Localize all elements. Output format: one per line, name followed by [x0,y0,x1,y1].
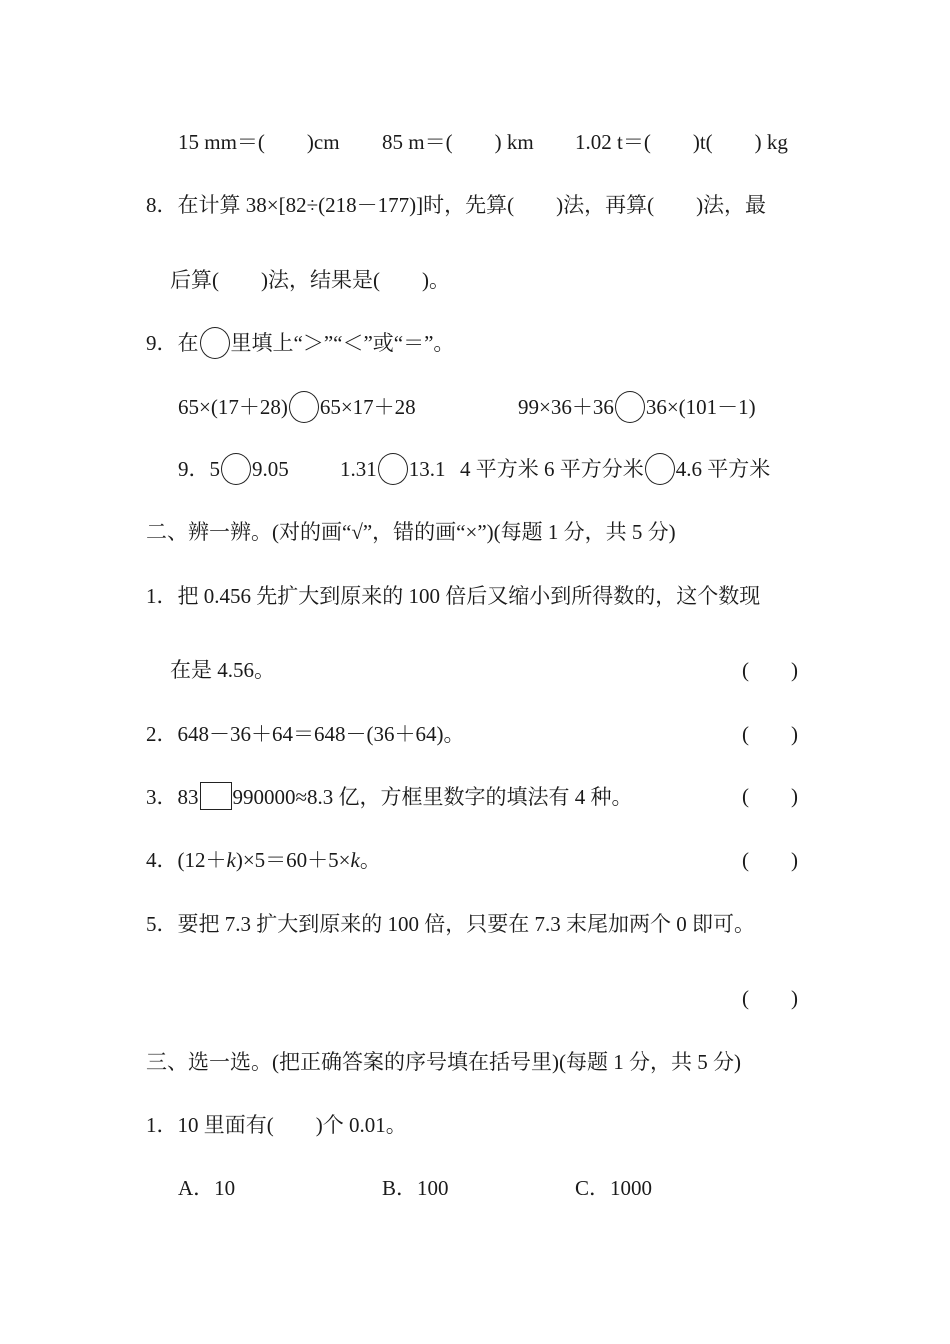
answer-circle[interactable] [615,391,645,423]
q9-row2-a-right: 9.05 [252,457,289,481]
s2-item4-a: 4．(12＋ [146,848,227,872]
answer-paren-2[interactable]: ( ) [742,722,798,746]
q9-row1-a [178,391,416,423]
compare-circle-icon [200,327,230,359]
s3-q1: 1．10 里面有( )个 0.01。 [146,1113,407,1137]
s2-item4-c: 。 [359,848,381,872]
s2-item2: 2．648－36＋64＝648－(36＋64)。 [146,722,465,746]
units-c: 1.02 t＝( )t( ) kg [575,130,788,154]
q9-row2-a [178,453,289,485]
s2-item3-pre: 3．83 [146,785,199,809]
s2-item1-line1: 1．把 0.456 先扩大到原来的 100 倍后又缩小到所得数的，这个数现 [146,584,761,608]
q9-row2-c-left: 4 平方米 6 平方分米 [460,457,644,481]
q8-line1: 8．在计算 38×[82÷(218－177)]时，先算( )法，再算( )法，最 [146,193,767,217]
answer-circle[interactable] [289,391,319,423]
q9-row1-b [518,391,756,423]
q9-intro-pre: 9．在 [146,331,199,355]
s2-item4-b: )×5＝60＋5× [235,848,351,872]
q9-row1-b-right: 36×(101－1) [645,395,756,419]
answer-circle[interactable] [378,453,408,485]
q9-row2-a-left: 9．5 [178,457,220,481]
answer-circle[interactable] [221,453,251,485]
s2-item4 [146,846,381,874]
option-b[interactable]: B．100 [382,1176,449,1200]
q9-row1-a-left: 65×(17＋28) [178,395,288,419]
answer-paren-1[interactable]: ( ) [742,658,798,682]
answer-circle[interactable] [645,453,675,485]
option-c[interactable]: C．1000 [575,1176,653,1200]
q8-line2: 后算( )法，结果是( )。 [170,268,450,292]
q9-row2-c-right: 4.6 平方米 [675,457,771,481]
q9-row1-b-left: 99×36＋36 [518,395,614,419]
s2-item1-line2: 在是 4.56。 [170,658,275,682]
q9-intro [146,327,454,359]
section2-heading: 二、辨一辨。(对的画“√”，错的画“×”)(每题 1 分，共 5 分) [146,520,676,544]
q9-row2-c [460,453,770,485]
answer-paren-3[interactable]: ( ) [742,784,798,808]
s2-item3-post: 990000≈8.3 亿，方框里数字的填法有 4 种。 [232,785,633,809]
s2-item5: 5．要把 7.3 扩大到原来的 100 倍，只要在 7.3 末尾加两个 0 即可。 [146,912,755,936]
answer-paren-5[interactable]: ( ) [742,986,798,1010]
units-b: 85 m＝( ) km [382,130,534,154]
var-k: k [350,848,360,872]
q9-row2-b-left: 1.31 [340,457,377,481]
option-a[interactable]: A．10 [178,1176,236,1200]
q9-row2-b [340,453,446,485]
q9-intro-post: 里填上“＞”“＜”或“＝”。 [230,331,455,355]
section3-heading: 三、选一选。(把正确答案的序号填在括号里)(每题 1 分，共 5 分) [146,1050,741,1074]
digit-box [200,782,232,810]
q9-row2-b-right: 13.1 [408,457,446,481]
s2-item3 [146,782,633,811]
q9-row1-a-right: 65×17＋28 [319,395,416,419]
var-k: k [226,848,236,872]
units-a: 15 mm＝( )cm [178,130,340,154]
answer-paren-4[interactable]: ( ) [742,848,798,872]
